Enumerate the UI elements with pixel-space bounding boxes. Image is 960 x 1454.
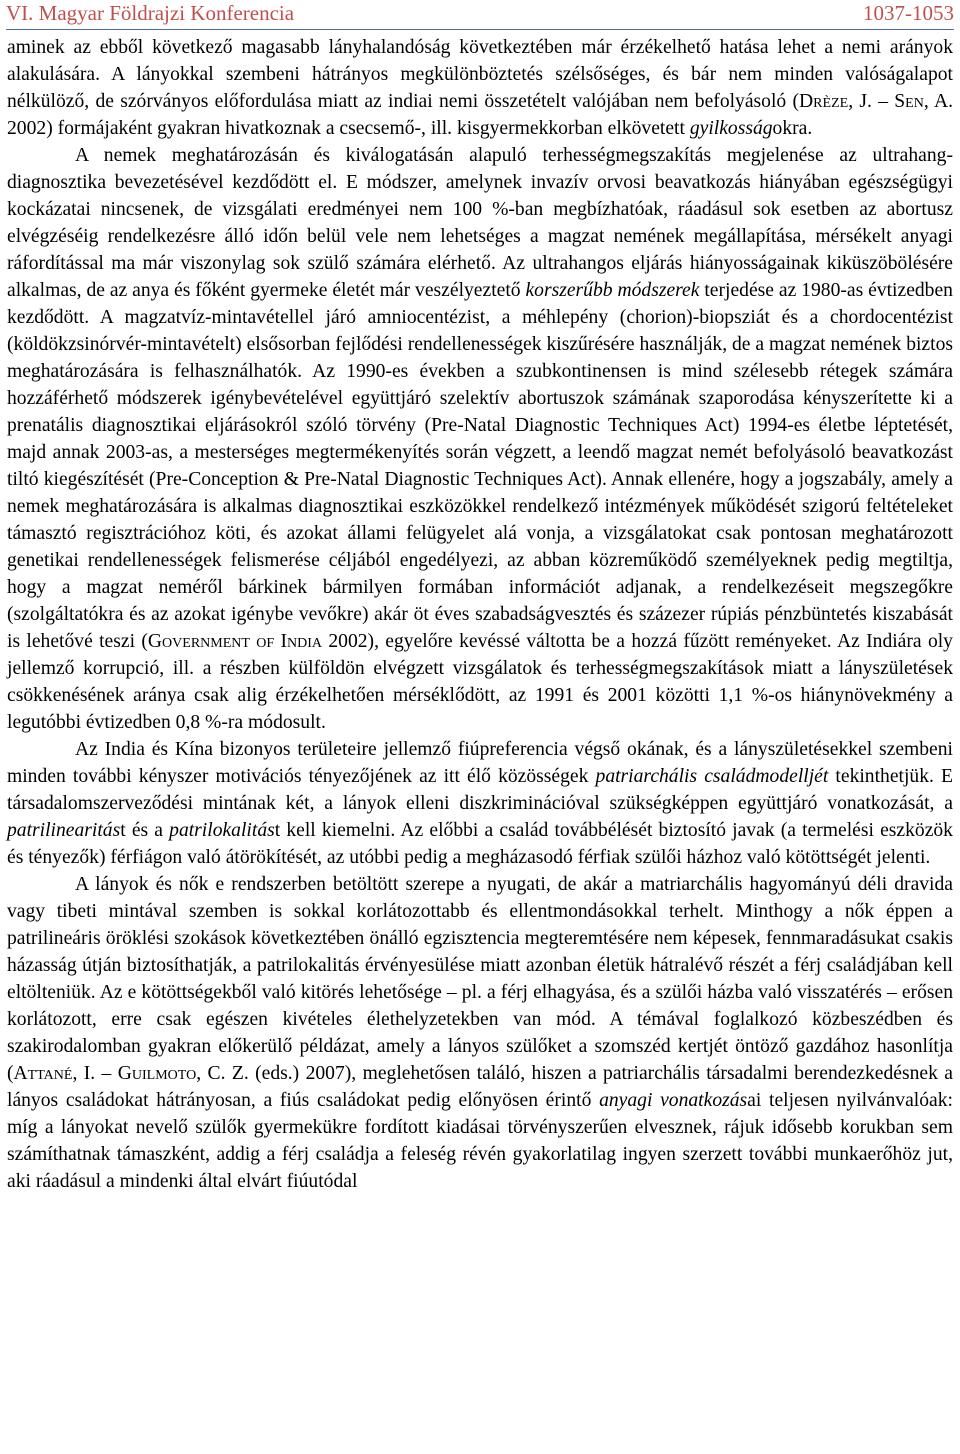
author-name: Attané — [13, 1063, 73, 1084]
body-text — [7, 34, 953, 1195]
text-run: okra. — [772, 118, 813, 139]
text-run: , A. 2002) formájaként gyakran hivatkoznak a csecsemő-, ill. kisgyermekkorban elkövetett — [7, 91, 953, 139]
text-run: aminek az ebből következő magasabb lányhalandóság következtében már érzékelhető hatása lehet a nemi arányok alakulására. A lányokkal szembeni hátrányos megkülönböztetés szélsőséges, és bár nem minden valóságalapot nélkülöző, de szórványos előfordulása miatt az indiai nemi összetételt valójában nem befolyásoló ( — [7, 37, 953, 112]
text-run: , C. Z. (eds.) 2007), meglehetősen találó, hiszen a patriarchális társadalmi berendezkedésnek a lányos családokat hátrányosan, a fiús családokat pedig előnyösen érintő — [7, 1063, 953, 1111]
author-name: Sen — [894, 91, 924, 112]
text-run: , I. – — [72, 1063, 118, 1084]
text-run: t és a — [120, 820, 170, 841]
emphasis-text: korszerűbb módszerek — [525, 280, 700, 301]
text-run: terjedése az 1980-as évtizedben kezdődött. A magzatvíz-mintavétellel járó amniocentézist, a méhlepény (chorion)-biopsziát és a chordocentézist (köldökzsinórvér-mintavételt) elsősorban fejlődési rendellenességek kiszűrésére használják, de a magzat nemének biztos meghatározására is felhasználhatók. Az 1990-es években a szubkontinensen is mind szélesebb rétegek számára hozzáférhető módszerek igénybevételével együttjáró szelektív abortuszok számának szaporodása kényszerítette ki a prenatális diagnosztikai eljárásokról szóló törvény (Pre-Natal Diagnostic Techniques Act) 1994-es életbe léptetését, majd annak 2003-as, a mesterséges megtermékenyítés során végzett, a leendő magzat nemét befolyásoló beavatkozást tiltó kiegészítését (Pre-Conception & Pre-Natal Diagnostic Techniques Act). Annak ellenére, hogy a jogszabály, amely a nemek meghatározására is alkalmas diagnosztikai eszközökkel rendelkező intézmények működését szigorú feltételeket támasztó regisztrációhoz köti, és azokat állami felügyelet alá vonja, a vizsgálatokat csak pontosan meghatározott genetikai rendellenességek felismerése céljából engedélyezi, az abban közreműködő személyeknek pedig megtiltja, hogy a magzat neméről bárkinek bármilyen formában információt adjanak, a rendelkezéseit megszegőkre (szolgáltatókra és az azokat igénybe vevőkre) akár öt éves szabadságvesztés és százezer rúpiás pénzbüntetés kiszabását is lehetővé teszi ( — [7, 280, 953, 652]
paragraph — [7, 871, 953, 1195]
paragraph — [7, 142, 953, 736]
text-run: Az India és Kína bizonyos területeire jellemző fiúpreferencia végső okának, és a lányszületésekkel szembeni minden további kényszer motivációs tényezőjének az itt élő közösségek — [7, 739, 953, 787]
author-name: Drèze — [799, 91, 849, 112]
emphasis-text: anyagi vonatkozás — [599, 1090, 748, 1111]
paragraph — [7, 34, 953, 142]
emphasis-text: patrilinearitás — [7, 820, 121, 841]
author-name: Government of India — [147, 631, 323, 652]
conference-title: VI. Magyar Földrajzi Konferencia — [6, 1, 295, 25]
author-name: Guilmoto — [117, 1063, 197, 1084]
text-run: , J. – — [848, 91, 895, 112]
running-header — [6, 0, 954, 30]
text-run: A nemek meghatározásán és kiválogatásán alapuló terhességmegszakítás megjelenése az ultrahang-diagnosztika bevezetésével kezdődött el. E módszer, amelynek invazív orvosi beavatkozás hiányában egészségügyi kockázatai nincsenek, de vizsgálati eredményei nem 100 %-ban megbízhatóak, ráadásul sok esetben az abortusz elvégzéséig rendelkezésre álló időn belül vele nem lehetséges a magzat nemének megállapítása, mérsékelt anyagi ráfordítással ma már viszonylag sok szülő számára elérhető. Az ultrahangos eljárás hiányosságainak kiküszöbölésére alkalmas, de az anya és főként gyermeke életét már veszélyeztető — [7, 145, 953, 301]
text-run: A lányok és nők e rendszerben betöltött szerepe a nyugati, de akár a matriarchális hagyományú déli dravida vagy tibeti mintával szemben is sokkal korlátozottabb és ellentmondásokkal terhelt. Minthogy a nők éppen a patrilineáris öröklési szokások következtében önálló egzisztencia megteremtésére nem képesek, fennmaradásukat csakis házasság útján biztosíthatják, a patrilokalitás érvényesülése miatt azonban életük hátralévő részét a férj családjában kell eltölteniük. Az e kötöttségekből való kitörés lehetősége – pl. a férj elhagyása, és a szülői házba való visszatérés – erősen korlátozott, erre csak egészen kivételes élethelyzetekben van mód. A témával foglalkozó közbeszédben és szakirodalomban gyakran előkerülő példázat, amely a lányos szülőket a szomszéd kertjét öntöző gazdához hasonlítja ( — [7, 874, 953, 1084]
emphasis-text: gyilkosság — [689, 118, 773, 139]
paragraph — [7, 736, 953, 871]
emphasis-text: patriarchális családmodelljét — [595, 766, 829, 787]
emphasis-text: patrilokalitás — [169, 820, 275, 841]
text-run: tekinthetjük. E társadalomszerveződési mintának két, a lányok elleni diszkriminációval szükségképpen együttjáró vonatkozását, a — [7, 766, 954, 814]
page-range: 1037-1053 — [863, 1, 954, 25]
text-run: t kell kiemelni. Az előbbi a család továbbélését biztosító javak (a termelési eszközök és tényezők) férfiágon való átörökítését, az utóbbi pedig a megházasodó férfiak szülői házhoz való kötöttségét jelenti. — [7, 820, 953, 868]
text-run: ai teljesen nyilvánvalóak: míg a lányokat nevelő szülők gyermekükre fordított kiadásai törvényszerűen elvesznek, rájuk idősebb korukban sem számíthatnak támaszként, addig a férj családja a feleség révén gyakorlatilag ingyen szerzett további munkaerőhöz jut, aki ráadásul a mindenki által elvárt fiúutódal — [7, 1090, 953, 1192]
text-run: 2002), egyelőre kevéssé váltotta be a hozzá fűzött reményeket. Az Indiára oly jellemző korrupció, ill. a részben külföldön elvégzett vizsgálatok és terhességmegszakítások miatt a lányszületések csökkenésének aránya csak alig érzékelhetően mérséklődött, az 1991 és 2001 közötti 1,1 %-os hiánynövekmény a legutóbbi évtizedben 0,8 %-ra módosult. — [7, 631, 953, 733]
